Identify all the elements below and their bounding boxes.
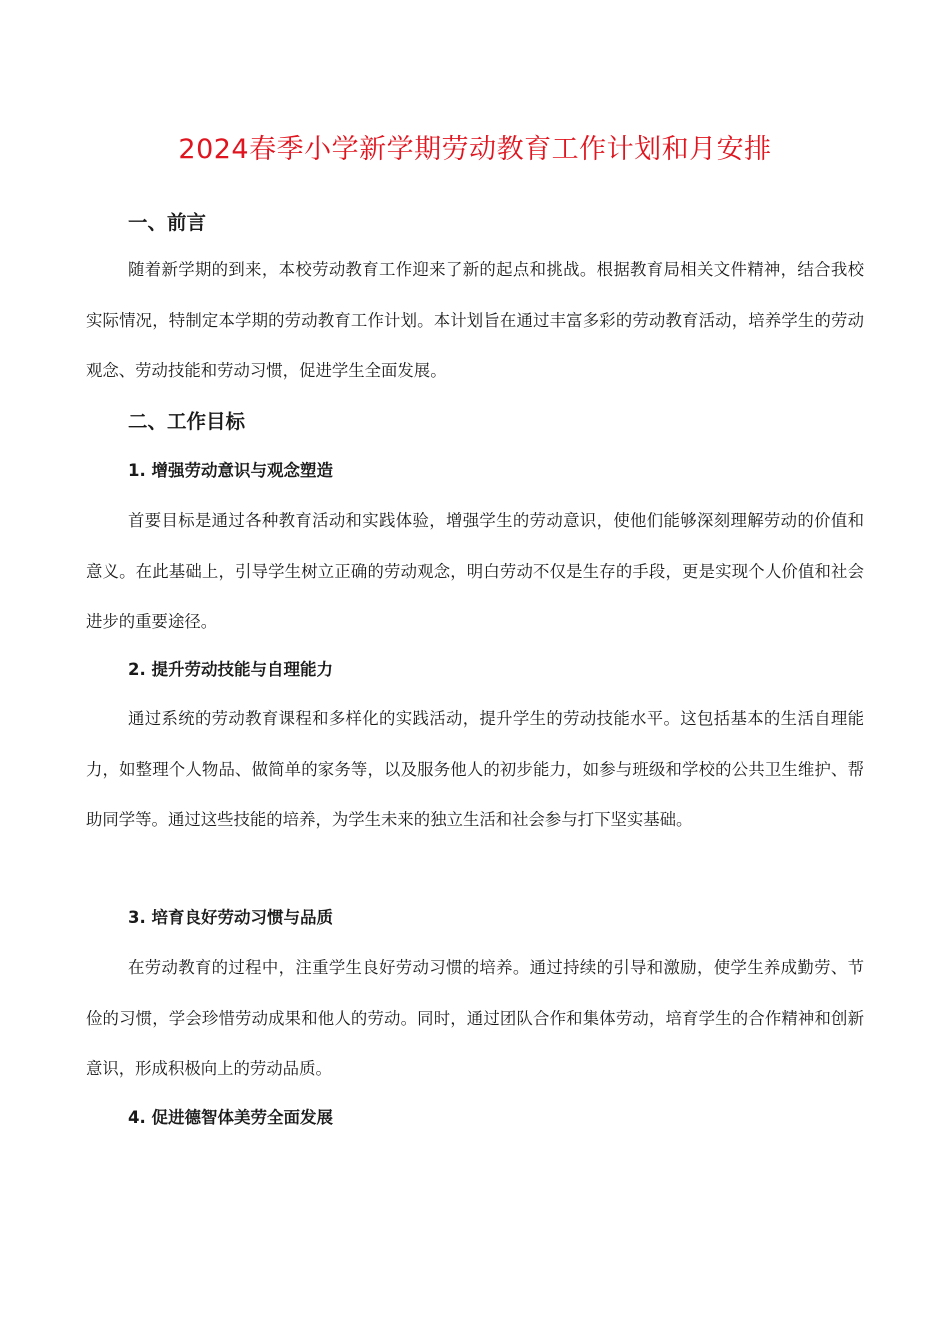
subsection-paragraph-2: 通过系统的劳动教育课程和多样化的实践活动，提升学生的劳动技能水平。这包括基本的生活自理能力，如整理个人物品、做简单的家务等，以及服务他人的初步能力，如参与班级和学校的公共卫生维护、帮助同学等。通过这些技能的培养，为学生未来的独立生活和社会参与打下坚实基础。 bbox=[86, 709, 864, 829]
subsection-heading-2: 2. 提升劳动技能与自理能力 bbox=[128, 660, 333, 679]
subsection-heading-1: 1. 增强劳动意识与观念塑造 bbox=[128, 461, 333, 480]
preface-paragraph: 随着新学期的到来，本校劳动教育工作迎来了新的起点和挑战。根据教育局相关文件精神，结合我校实际情况，特制定本学期的劳动教育工作计划。本计划旨在通过丰富多彩的劳动教育活动，培养学生的劳动观念、劳动技能和劳动习惯，促进学生全面发展。 bbox=[86, 260, 864, 380]
section-heading-goals: 二、工作目标 bbox=[128, 410, 246, 433]
subsection-paragraph-3: 在劳动教育的过程中，注重学生良好劳动习惯的培养。通过持续的引导和激励，使学生养成勤劳、节俭的习惯，学会珍惜劳动成果和他人的劳动。同时，通过团队合作和集体劳动，培育学生的合作精神和创新意识，形成积极向上的劳动品质。 bbox=[86, 958, 864, 1078]
subsection-heading-3: 3. 培育良好劳动习惯与品质 bbox=[128, 908, 333, 927]
section-heading-preface: 一、前言 bbox=[128, 211, 207, 234]
document-title: 2024春季小学新学期劳动教育工作计划和月安排 bbox=[178, 134, 772, 165]
subsection-heading-4: 4. 促进德智体美劳全面发展 bbox=[128, 1108, 333, 1127]
subsection-paragraph-1: 首要目标是通过各种教育活动和实践体验，增强学生的劳动意识，使他们能够深刻理解劳动的价值和意义。在此基础上，引导学生树立正确的劳动观念，明白劳动不仅是生存的手段，更是实现个人价值和社会进步的重要途径。 bbox=[86, 511, 864, 631]
